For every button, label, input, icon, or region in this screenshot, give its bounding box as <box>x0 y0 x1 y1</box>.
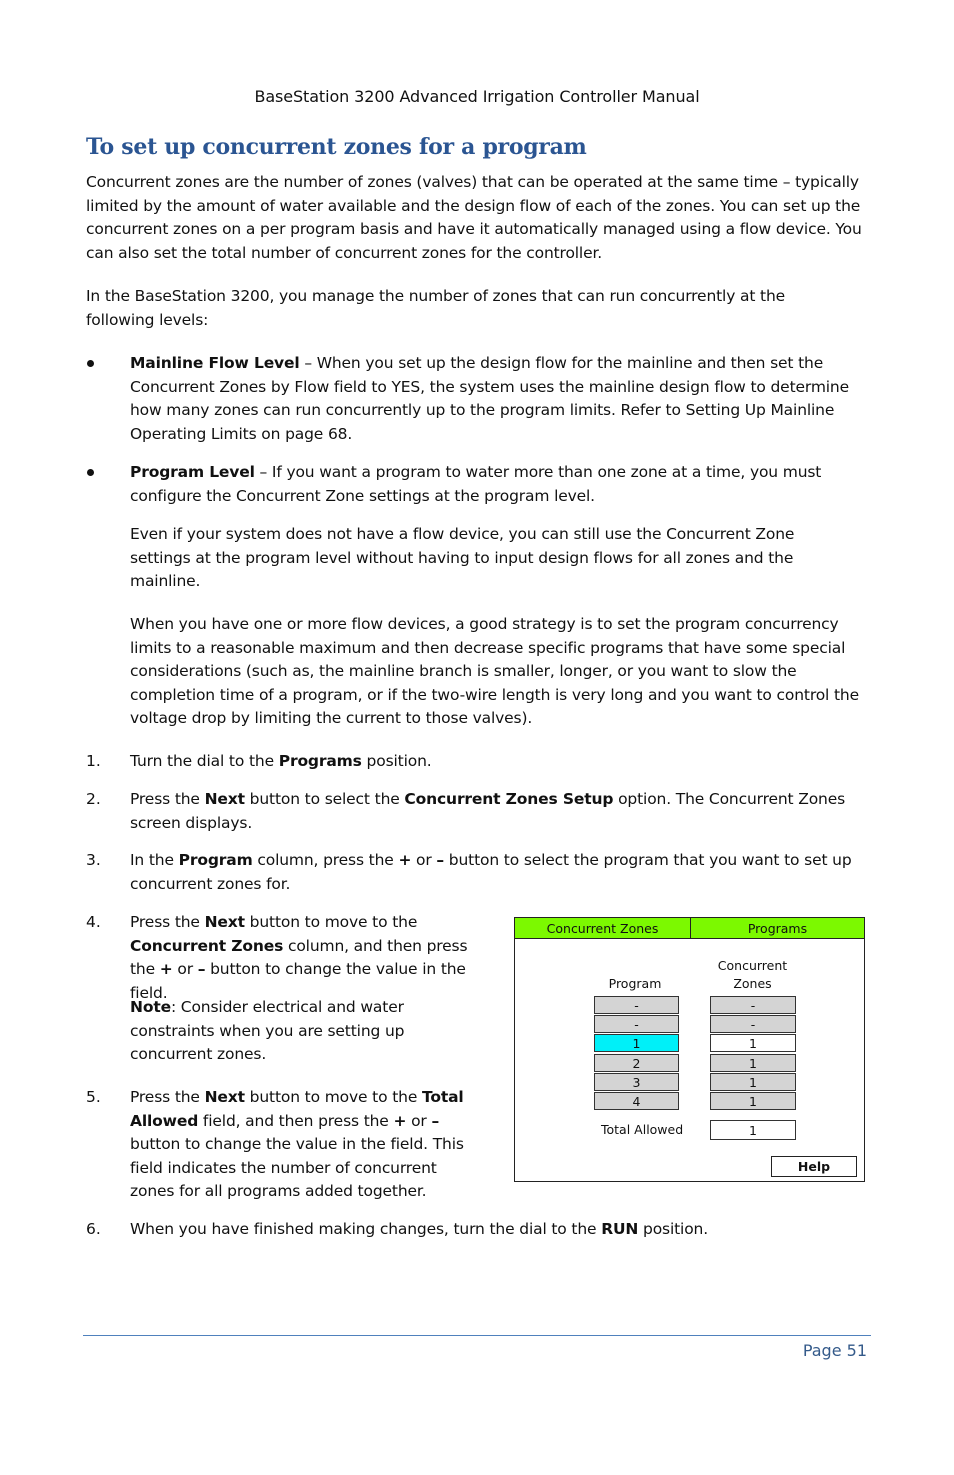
step-term: Total Allowed <box>130 1088 464 1130</box>
step-text: or <box>411 851 437 869</box>
step-text: field, and then press the <box>198 1111 394 1130</box>
step-text: Press the <box>130 1088 205 1106</box>
bullet-program-level <box>130 461 870 508</box>
bullet-term: Mainline Flow Level <box>130 354 300 372</box>
section-title: To set up concurrent zones for a program <box>86 134 587 160</box>
step-term: + <box>159 960 173 978</box>
bullet-mainline-flow-level <box>130 352 870 446</box>
step-term: RUN <box>601 1220 639 1238</box>
bullet-term: Program Level <box>130 463 255 481</box>
step-text: position. <box>361 752 432 770</box>
note-label: Note <box>130 998 171 1016</box>
program-cell[interactable]: 2 <box>594 1054 679 1072</box>
zones-cell[interactable]: 1 <box>710 1054 796 1072</box>
bullet-text: – When you set up the design flow for the mainline and then set the Concurrent Zones by Flow field to YES, the system uses the mainline design flow to determine how many zones can run concurrently up to the program limits. Refer to Setting Up Mainline Operating Limits on page 68. <box>130 354 849 443</box>
step-2 <box>130 788 870 835</box>
step-number: 5. <box>86 1088 101 1106</box>
step-text: Press the <box>130 790 205 808</box>
step-term: Next <box>204 1088 245 1106</box>
zones-column-header-line-2: Zones <box>733 976 772 991</box>
step-text: Turn the dial to the <box>130 752 279 770</box>
zones-cell[interactable]: - <box>710 996 796 1014</box>
zones-column-header-line-1: Concurrent <box>717 958 788 973</box>
step-number: 4. <box>86 913 101 931</box>
step-number: 6. <box>86 1220 101 1238</box>
step-4 <box>130 911 495 1005</box>
step-text: option. The Concurrent Zones screen displays. <box>130 790 846 832</box>
step-term: + <box>398 851 412 869</box>
step-term: Programs <box>278 752 362 770</box>
running-header: BaseStation 3200 Advanced Irrigation Controller Manual <box>254 87 700 106</box>
step-text: button to select the <box>244 790 405 808</box>
step-text: button to move to the <box>244 1088 422 1106</box>
bullet-icon <box>86 359 96 369</box>
program-level-paragraph-1: Even if your system does not have a flow device, you can still use the Concurrent Zone settings at the program level without having to input design flows for all zones and the mainline. <box>130 525 795 590</box>
tab-programs[interactable]: Programs <box>691 918 864 939</box>
total-allowed-label: Total Allowed <box>601 1122 684 1137</box>
step-text: column, and then press the <box>130 936 468 978</box>
step-term: – <box>197 960 206 978</box>
bullet-icon <box>86 468 96 478</box>
step-number: 1. <box>86 752 101 770</box>
note-text: : Consider electrical and water constraints when you are setting up concurrent zones. <box>130 998 405 1063</box>
step-1 <box>130 750 870 774</box>
step-term: Next <box>204 790 245 808</box>
step-text: In the <box>130 851 179 869</box>
step-term: Next <box>204 913 245 931</box>
step-term: – <box>431 1111 440 1130</box>
intro-paragraph-1: Concurrent zones are the number of zones (valves) that can be operated at the same time – typically limited by the amount of water available and the design flow of each of the zones. You can set up the concurrent zones on a per program basis and have it automatically managed using a flow device. You can also set the total number of concurrent zones for the controller. <box>86 173 862 262</box>
step-text: button to change the value in the field. <box>130 960 466 1002</box>
bullet-text: – If you want a program to water more than one zone at a time, you must configure the Concurrent Zone settings at the program level. <box>130 463 822 505</box>
zones-cell[interactable]: - <box>710 1015 796 1033</box>
screen-tab-bar <box>515 918 864 939</box>
step-text: or <box>172 960 198 978</box>
program-cell-selected[interactable]: 1 <box>594 1034 679 1052</box>
step-text: column, press the <box>252 851 399 869</box>
concurrent-zones-screen <box>514 917 865 1182</box>
help-button[interactable]: Help <box>771 1156 857 1177</box>
step-term: Concurrent Zones <box>130 936 284 955</box>
step-4-note <box>130 996 430 1067</box>
total-allowed-field[interactable]: 1 <box>710 1120 796 1140</box>
program-cell[interactable]: - <box>594 1015 679 1033</box>
step-3 <box>130 849 870 896</box>
step-term: Program <box>178 851 253 869</box>
step-text: Press the <box>130 913 205 931</box>
footer-rule <box>83 1335 871 1336</box>
step-5 <box>130 1086 485 1204</box>
zones-cell-active[interactable]: 1 <box>710 1034 796 1052</box>
step-text: or <box>406 1111 432 1130</box>
step-text: button to select the program that you want to set up concurrent zones for. <box>130 851 852 893</box>
tab-concurrent-zones[interactable]: Concurrent Zones <box>515 918 691 939</box>
program-cell[interactable]: - <box>594 996 679 1014</box>
zones-cell[interactable]: 1 <box>710 1092 796 1110</box>
program-cell[interactable]: 3 <box>594 1073 679 1091</box>
step-text: button to change the value in the field. This field indicates the number of concurrent zones for all programs added together. <box>130 1135 464 1200</box>
program-level-paragraph-2: When you have one or more flow devices, a good strategy is to set the program concurrency limits to a reasonable maximum and then decrease specific programs that have some special considerations (such as, the mainline branch is smaller, longer, or you want to slow the completion time of a program, or if the two-wire length is very long and you want to control the voltage drop by limiting the current to those valves). <box>130 615 859 727</box>
step-6 <box>130 1218 870 1242</box>
step-term: Concurrent Zones Setup <box>404 790 614 808</box>
step-term: – <box>436 851 445 869</box>
page-number: Page 51 <box>802 1341 867 1360</box>
step-text: button to move to the <box>244 913 418 931</box>
step-text: position. <box>638 1220 708 1238</box>
program-cell[interactable]: 4 <box>594 1092 679 1110</box>
program-column-header: Program <box>608 976 662 991</box>
step-text: When you have finished making changes, turn the dial to the <box>130 1220 602 1238</box>
step-term: + <box>393 1111 407 1130</box>
step-number: 3. <box>86 851 101 869</box>
intro-paragraph-2: In the BaseStation 3200, you manage the number of zones that can run concurrently at the following levels: <box>86 287 786 329</box>
step-number: 2. <box>86 790 101 808</box>
zones-cell[interactable]: 1 <box>710 1073 796 1091</box>
